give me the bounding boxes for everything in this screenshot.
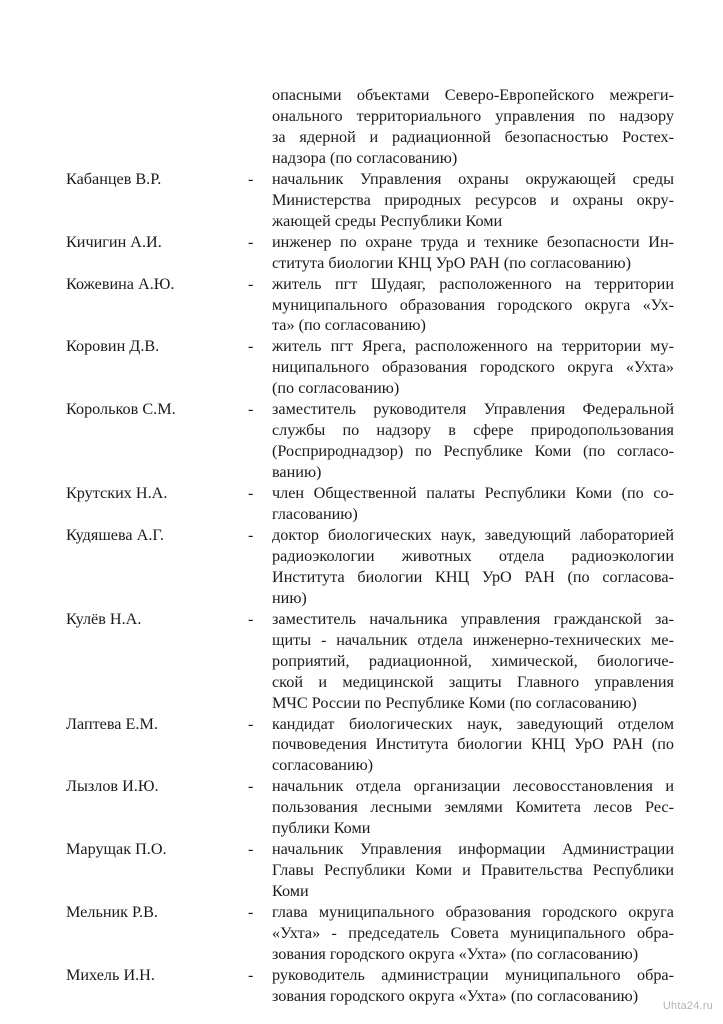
member-position-line: ской и медицинской защиты Главного управления	[272, 672, 674, 691]
member-name: Кичигин А.И.	[66, 232, 162, 251]
member-position-line: член Общественной палаты Республики Коми (по со-	[272, 484, 674, 503]
member-dash: -	[248, 337, 254, 356]
member-dash: -	[248, 169, 254, 188]
member-position-line: ститута биологии КНЦ УрО РАН (по согласованию)	[272, 253, 632, 272]
member-position-line: (по согласованию)	[272, 379, 400, 398]
member-name: Марущак П.О.	[66, 840, 167, 859]
member-dash: -	[248, 400, 254, 419]
member-position-line: МЧС России по Республике Коми (по согласованию)	[272, 693, 637, 712]
member-name: Мельник Р.В.	[66, 903, 158, 922]
intro-text-line: онального территориального управления по надзору	[272, 106, 674, 125]
member-position-line: зования городского округа «Ухта» (по согласованию)	[272, 944, 639, 963]
member-position-line: пользования лесными землями Комитета лесов Рес-	[272, 798, 674, 817]
member-position-line: ниципального образования городского округа «Ухта»	[272, 358, 674, 377]
member-name: Кабанцев В.Р.	[66, 169, 162, 188]
member-position-line: начальник Управления информации Администрации	[272, 840, 674, 859]
member-position-line: (Росприроднадзор) по Республике Коми (по согласо-	[272, 442, 674, 461]
member-dash: -	[248, 777, 254, 796]
member-name: Кудяшева А.Г.	[66, 525, 164, 544]
member-dash: -	[248, 903, 254, 922]
member-name: Корольков С.М.	[66, 400, 176, 419]
member-position-line: публики Коми	[272, 819, 371, 838]
member-position-line: ванию)	[272, 463, 322, 482]
member-position-line: гласованию)	[272, 505, 358, 523]
member-position-line: начальник Управления охраны окружающей среды	[272, 169, 674, 188]
member-position-line: зования городского округа «Ухта» (по согласованию)	[272, 986, 639, 1005]
member-name: Лызлов И.Ю.	[66, 777, 159, 796]
member-dash: -	[248, 714, 254, 733]
member-name: Кожевина А.Ю.	[66, 274, 175, 293]
member-position-line: щиты - начальник отдела инженерно-технических ме-	[272, 630, 674, 649]
member-position-line: кандидат биологических наук, заведующий отделом	[272, 714, 674, 733]
member-dash: -	[248, 525, 254, 544]
member-position-line: жающей среды Республики Коми	[272, 211, 503, 230]
member-position-line: заместитель руководителя Управления Федеральной	[272, 400, 674, 419]
member-position-line: нию)	[272, 588, 307, 607]
member-name: Коровин Д.В.	[66, 337, 160, 356]
member-dash: -	[248, 609, 254, 628]
member-name: Кулёв Н.А.	[66, 609, 142, 628]
member-dash: -	[248, 484, 254, 503]
member-name: Лаптева Е.М.	[66, 714, 158, 733]
member-dash: -	[248, 274, 254, 293]
site-watermark: Uhta24.ru	[662, 1000, 713, 1012]
member-position-line: житель пгт Ярега, расположенного на территории му-	[272, 337, 674, 356]
member-position-line: та» (по согласованию)	[272, 316, 426, 335]
member-position-line: заместитель начальника управления гражданской за-	[272, 609, 674, 628]
member-position-line: житель пгт Шудаяг, расположенного на территории	[272, 274, 674, 293]
intro-text-line: за ядерной и радиационной безопасностью Ростех-	[272, 127, 674, 146]
member-position-line: почвоведения Института биологии КНЦ УрО РАН (по	[272, 735, 674, 754]
member-position-line: доктор биологических наук, заведующий лабораторией	[272, 525, 674, 544]
member-position-line: Главы Республики Коми и Правительства Республики	[272, 861, 674, 880]
intro-text-line: надзора (по согласованию)	[272, 148, 458, 167]
member-name: Крутских Н.А.	[66, 484, 168, 503]
member-position-line: муниципального образования городского округа «Ух-	[272, 295, 674, 314]
member-position-line: глава муниципального образования городского округа	[272, 903, 674, 922]
member-position-line: Коми	[272, 882, 309, 901]
member-position-line: начальник отдела организации лесовосстановления и	[272, 777, 674, 796]
member-position-line: Министерства природных ресурсов и охраны окру-	[272, 190, 674, 209]
member-name: Михель И.Н.	[66, 965, 155, 984]
member-position-line: согласованию)	[272, 756, 374, 775]
member-dash: -	[248, 965, 254, 984]
member-position-line: радиоэкологии животных отдела радиоэкологии	[272, 546, 674, 565]
member-position-line: роприятий, радиационной, химической, биологиче-	[272, 651, 674, 670]
member-position-line: инженер по охране труда и технике безопасности Ин-	[272, 232, 674, 251]
member-dash: -	[248, 232, 254, 251]
member-position-line: «Ухта» - председатель Совета муниципального обра-	[272, 924, 674, 942]
member-position-line: Института биологии КНЦ УрО РАН (по согласова-	[272, 567, 674, 586]
intro-text-line: опасными объектами Северо-Европейского межреги-	[272, 86, 674, 104]
member-position-line: руководитель администрации муниципального обра-	[272, 965, 674, 984]
member-position-line: службы по надзору в сфере природопользования	[272, 421, 674, 440]
member-dash: -	[248, 840, 254, 859]
